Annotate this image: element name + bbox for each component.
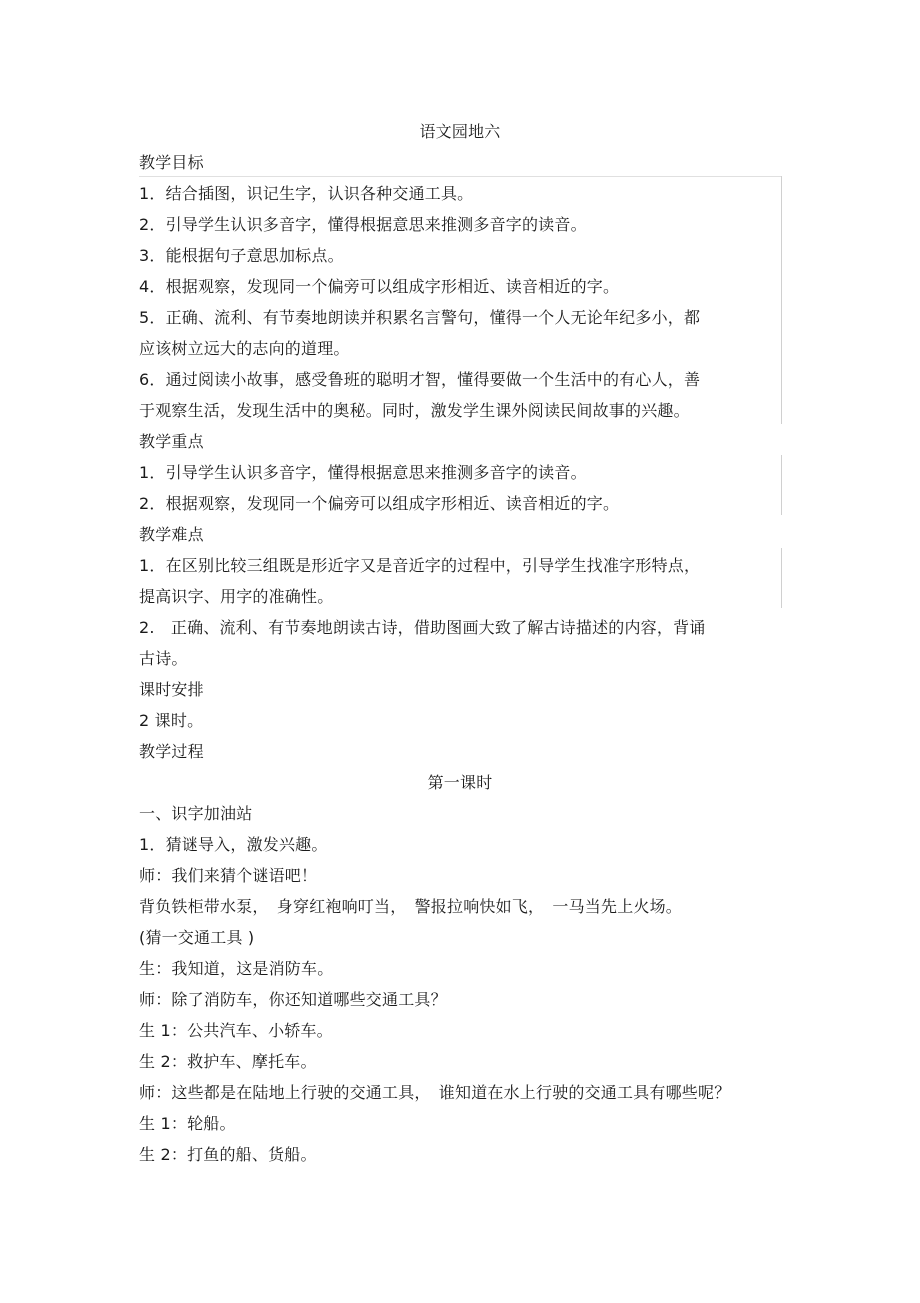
key-item: 2．根据观察，发现同一个偏旁可以组成字形相近、读音相近的字。 — [139, 494, 620, 513]
page-title: 语文园地六 — [419, 122, 501, 141]
goal-item: 于观察生活，发现生活中的奥秘。同时，激发学生课外阅读民间故事的兴趣。 — [139, 401, 690, 420]
goals-box-right — [781, 176, 782, 424]
goals-heading: 教学目标 — [139, 153, 204, 172]
key-heading: 教学重点 — [139, 432, 204, 451]
key-item: 1．引导学生认识多音字，懂得根据意思来推测多音字的读音。 — [139, 463, 587, 482]
lesson-line: (猜一交通工具 ) — [139, 928, 255, 947]
key-box-right — [781, 455, 782, 515]
lesson-line: 生 1：轮船。 — [139, 1114, 236, 1133]
lesson-line: 生 1：公共汽车、小轿车。 — [139, 1021, 333, 1040]
difficult-heading: 教学难点 — [139, 525, 204, 544]
lesson-line: 生 2：打鱼的船、货船。 — [139, 1145, 317, 1164]
schedule-heading: 课时安排 — [139, 680, 204, 699]
schedule-text: 2 课时。 — [139, 711, 204, 730]
lesson-line: 师：除了消防车，你还知道哪些交通工具？ — [139, 990, 447, 1009]
difficult-item: 1．在区别比较三组既是形近字又是音近字的过程中，引导学生找准字形特点， — [139, 556, 701, 575]
difficult-item: 提高识字、用字的准确性。 — [139, 587, 334, 606]
goal-item: 应该树立远大的志向的道理。 — [139, 339, 350, 358]
goals-box-top — [139, 176, 781, 177]
difficult-box-right — [781, 548, 782, 608]
difficult-item: 2. 正确、流利、有节奏地朗读古诗，借助图画大致了解古诗描述的内容，背诵 — [139, 618, 706, 637]
lesson-line: 背负铁柜带水泵， 身穿红袍响叮当， 警报拉响快如飞， 一马当先上火场。 — [139, 897, 683, 916]
lesson-line: 生：我知道，这是消防车。 — [139, 959, 334, 978]
lesson-line: 师：我们来猜个谜语吧！ — [139, 866, 318, 885]
difficult-item: 古诗。 — [139, 649, 188, 668]
goal-item: 6．通过阅读小故事，感受鲁班的聪明才智，懂得要做一个生活中的有心人，善 — [139, 370, 701, 389]
goal-item: 5．正确、流利、有节奏地朗读并积累名言警句，懂得一个人无论年纪多小，都 — [139, 308, 701, 327]
lesson-line: 一、识字加油站 — [139, 804, 253, 823]
goal-item: 1．结合插图，识记生字，认识各种交通工具。 — [139, 184, 474, 203]
lesson-line: 师：这些都是在陆地上行驶的交通工具， 谁知道在水上行驶的交通工具有哪些呢？ — [139, 1083, 731, 1102]
lesson-title: 第一课时 — [427, 773, 493, 792]
goal-item: 4．根据观察，发现同一个偏旁可以组成字形相近、读音相近的字。 — [139, 277, 620, 296]
goal-item: 3．能根据句子意思加标点。 — [139, 246, 344, 265]
goal-item: 2．引导学生认识多音字，懂得根据意思来推测多音字的读音。 — [139, 215, 587, 234]
lesson-line: 生 2：救护车、摩托车。 — [139, 1052, 317, 1071]
lesson-line: 1．猜谜导入，激发兴趣。 — [139, 835, 328, 854]
process-heading: 教学过程 — [139, 742, 204, 761]
